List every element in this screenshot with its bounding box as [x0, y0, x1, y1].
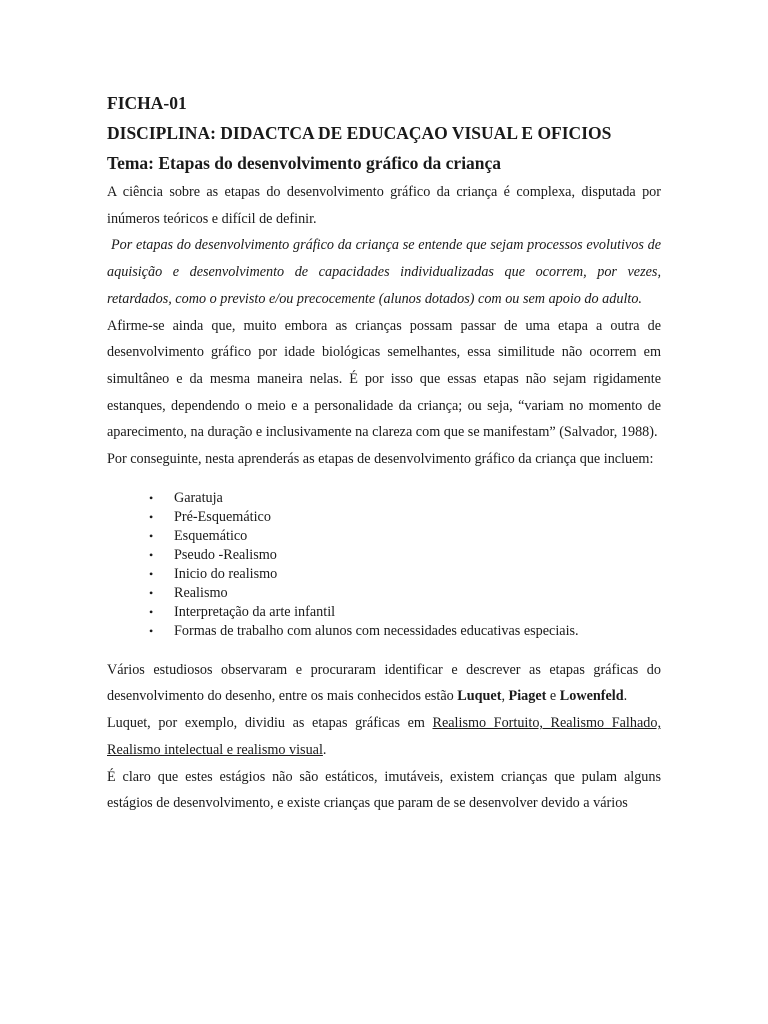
luquet-stage-names: Realismo Fortuito, Realismo Falhado, Realismo intelectual e realismo visual: [107, 715, 661, 758]
paragraph-definition: Por etapas do desenvolvimento gráfico da criança se entende que sejam processos evolutivos de aquisição e desenvolvimento de capacidades individualizadas que ocorrem, por vezes, retardados, como o previsto e/ou precocemente (alunos dotados) com ou sem apoio do adulto.: [107, 237, 661, 307]
bullet-icon: •: [149, 604, 154, 619]
theme-heading: Tema: Etapas do desenvolvimento gráfico da criança: [107, 153, 502, 173]
paragraph-not-static: É claro que estes estágios não são estáticos, imutáveis, existem crianças que pulam alguns estágios de desenvolvimento, e existe crianças que param de se desenvolver devido a vários: [107, 768, 661, 812]
list-item: • Inicio do realismo: [149, 565, 278, 582]
bullet-icon: •: [149, 623, 154, 638]
document-page: [107, 90, 661, 817]
author-piaget: Piaget: [508, 688, 547, 705]
list-item: • Esquemático: [149, 527, 248, 544]
author-luquet: Luquet: [457, 688, 502, 705]
bullet-icon: •: [149, 585, 154, 600]
paragraph-variation: Afirme-se ainda que, muito embora as crianças possam passar de uma etapa a outra de desenvolvimento gráfico por idade biológicas semelhantes, essa similitude não ocorrem em simultâneo e da mesma maneira nelas. É por isso que essas etapas não sejam rigidamente estanques, dependendo o meio e a personalidade da criança; ou seja, “variam no momento de aparecimento, na duração e inclusivamente na clareza com que se manifestam” (Salvador, 1988).: [107, 317, 661, 441]
list-item: • Pré-Esquemático: [149, 508, 271, 525]
paragraph-stages-intro: Por conseguinte, nesta aprenderás as etapas de desenvolvimento gráfico da criança que incluem:: [107, 451, 654, 468]
list-item: • Garatuja: [149, 489, 223, 506]
paragraph-luquet-stages: Luquet, por exemplo, dividiu as etapas gráficas em Realismo Fortuito, Realismo Falhado, Realismo intelectual e realismo visual.: [107, 715, 661, 758]
list-item: • Formas de trabalho com alunos com necessidades educativas especiais.: [149, 622, 579, 639]
discipline-heading: DISCIPLINA: DIDACTCA DE EDUCAÇAO VISUAL E OFICIOS: [107, 123, 612, 143]
bullet-icon: •: [149, 547, 154, 562]
bullet-icon: •: [149, 509, 154, 524]
list-item: • Pseudo -Realismo: [149, 546, 277, 563]
stages-list: [107, 489, 661, 641]
paragraph-researchers: Vários estudiosos observaram e procuraram identificar e descrever as etapas gráficas do desenvolvimento do desenho, entre os mais conhecidos estão Luquet, Piaget e Lowenfeld.: [107, 661, 661, 705]
bullet-icon: •: [149, 490, 154, 505]
sheet-code: FICHA-01: [107, 93, 187, 113]
bullet-icon: •: [149, 528, 154, 543]
paragraph-intro: A ciência sobre as etapas do desenvolvimento gráfico da criança é complexa, disputada por inúmeros teóricos e difícil de definir.: [107, 184, 661, 227]
bullet-icon: •: [149, 566, 154, 581]
list-item: • Realismo: [149, 584, 228, 601]
list-item: • Interpretação da arte infantil: [149, 603, 336, 620]
author-lowenfeld: Lowenfeld: [559, 688, 624, 705]
